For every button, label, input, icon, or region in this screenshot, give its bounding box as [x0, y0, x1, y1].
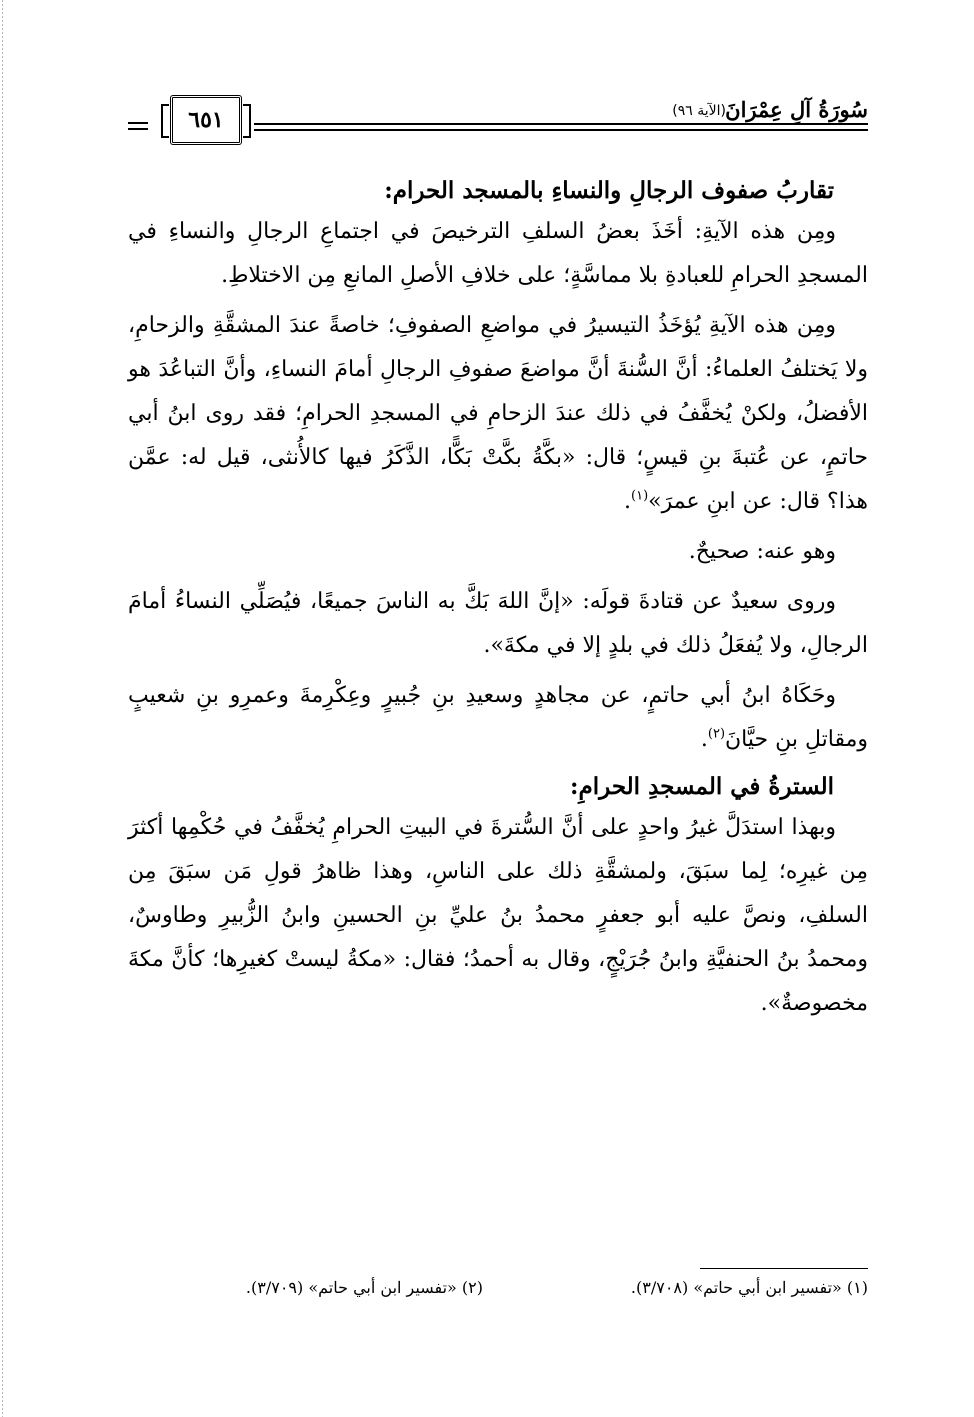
paragraph-5-text: وحَكَاهُ ابنُ أبي حاتمٍ، عن مجاهدٍ وسعيدِ بنِ جُبيرٍ وعِكْرِمةَ وعمرِو بنِ شعيبٍ ومقاتلِ بنِ حيَّانَ — [128, 683, 868, 752]
scan-edge — [2, 0, 3, 1417]
header-rule-left-2 — [128, 128, 148, 130]
footnote-ref-1: (١) — [631, 488, 649, 504]
header-rule-right — [254, 123, 868, 125]
main-text — [128, 172, 868, 1032]
section-heading-1: تقاربُ صفوف الرجالِ والنساءِ بالمسجد الحرام: — [384, 177, 834, 204]
paragraph-4: وروى سعيدٌ عن قتادةَ قولَه: «إنَّ اللهَ بَكَّ به الناسَ جميعًا، فيُصَلِّي النساءُ أمامَ الرجالِ، ولا يُفعَلُ ذلك في بلدٍ إلا في مكةَ». — [128, 589, 868, 658]
section-heading-2: السترةُ في المسجدِ الحرامِ: — [570, 773, 834, 800]
header-rule-right-2 — [254, 129, 868, 131]
ayah-reference: (الآية ٩٦) — [672, 103, 726, 119]
paragraph-1: ومِن هذه الآيةِ: أخَذَ بعضُ السلفِ الترخيصَ في اجتماعِ الرجالِ والنساءِ في المسجدِ الحرامِ للعبادةِ بلا مماسَّةٍ؛ على خلافِ الأصلِ المانعِ مِن الاختلاطِ. — [128, 219, 868, 288]
paragraph-2-text: ومِن هذه الآيةِ يُؤخَذُ التيسيرُ في مواضعِ الصفوفِ؛ خاصةً عندَ المشقَّةِ والزحامِ، ولا يَختلفُ العلماءُ: أنَّ السُّنةَ أنَّ مواضعَ صفوفِ الرجالِ أمامَ النساءِ، وأنَّ التباعُدَ هو الأفضلُ، ولكنْ يُخفَّفُ في ذلك عندَ الزحامِ في المسجدِ الحرامِ؛ فقد روى ابنُ أبي حاتمٍ، عن عُتبةَ بنِ قيسٍ؛ قال: «بكَّةُ بكَّتْ بَكًّا، الذَّكَرُ فيها كالأُنثى، قيل له: عمَّن هذا؟ قال: عن ابنِ عمرَ» — [128, 313, 868, 514]
paragraph-6: وبهذا استدَلَّ غيرُ واحدٍ على أنَّ السُّترةَ في البيتِ الحرامِ يُخفَّفُ في حُكْمِها أكثرَ مِن غيرِه؛ لِما سبَقَ، ولمشقَّةِ ذلك على الناسِ، وهذا ظاهرُ قولِ مَن سبَقَ مِن السلفِ، ونصَّ عليه أبو جعفرٍ محمدُ بنُ عليِّ بنِ الحسينِ وابنُ الزُّبيرِ وطاوسٌ، ومحمدُ بنُ الحنفيَّةِ وابنُ جُرَيْجٍ، وقال به أحمدُ؛ فقال: «مكةُ ليستْ كغيرِها؛ كأنَّ مكةَ مخصوصةٌ». — [128, 815, 868, 1016]
footnotes — [128, 1278, 868, 1308]
page-number-box — [170, 95, 242, 145]
footnote-2: (٢) «تفسير ابن أبي حاتم» (٣/٧٠٩). — [245, 1278, 483, 1297]
surah-title: سُورَةُ آلِ عِمْرَانَ — [725, 97, 868, 122]
paragraph-2: ومِن هذه الآيةِ يُؤخَذُ التيسيرُ في مواضعِ الصفوفِ؛ خاصةً عندَ المشقَّةِ والزحامِ، ولا يَختلفُ العلماءُ: أنَّ السُّنةَ أنَّ مواضعَ صفوفِ الرجالِ أمامَ النساءِ، وأنَّ التباعُدَ هو الأفضلُ، ولكنْ يُخفَّفُ في ذلك عندَ الزحامِ في المسجدِ الحرامِ؛ فقد روى ابنُ أبي حاتمٍ، عن عُتبةَ بنِ قيسٍ؛ قال: «بكَّةُ بكَّتْ بَكًّا، الذَّكَرُ فيها كالأُنثى، قيل له: عمَّن هذا؟ قال: عن ابنِ عمرَ»$^{(١)}$. — [128, 313, 868, 514]
footnote-divider — [700, 1268, 868, 1269]
page-header — [128, 95, 868, 161]
footnote-1: (١) «تفسير ابن أبي حاتم» (٣/٧٠٨). — [630, 1278, 868, 1297]
header-rule-left — [128, 122, 148, 124]
page-number: ٦٥١ — [188, 107, 224, 133]
paragraph-3: وهو عنه: صحيحٌ. — [688, 539, 836, 564]
footnote-ref-2: (٢) — [707, 726, 726, 742]
paragraph-5: وحَكَاهُ ابنُ أبي حاتمٍ، عن مجاهدٍ وسعيدِ بنِ جُبيرٍ وعِكْرِمةَ وعمرِو بنِ شعيبٍ ومقاتلِ بنِ حيَّانَ$^{(٢)}$. — [128, 683, 868, 752]
